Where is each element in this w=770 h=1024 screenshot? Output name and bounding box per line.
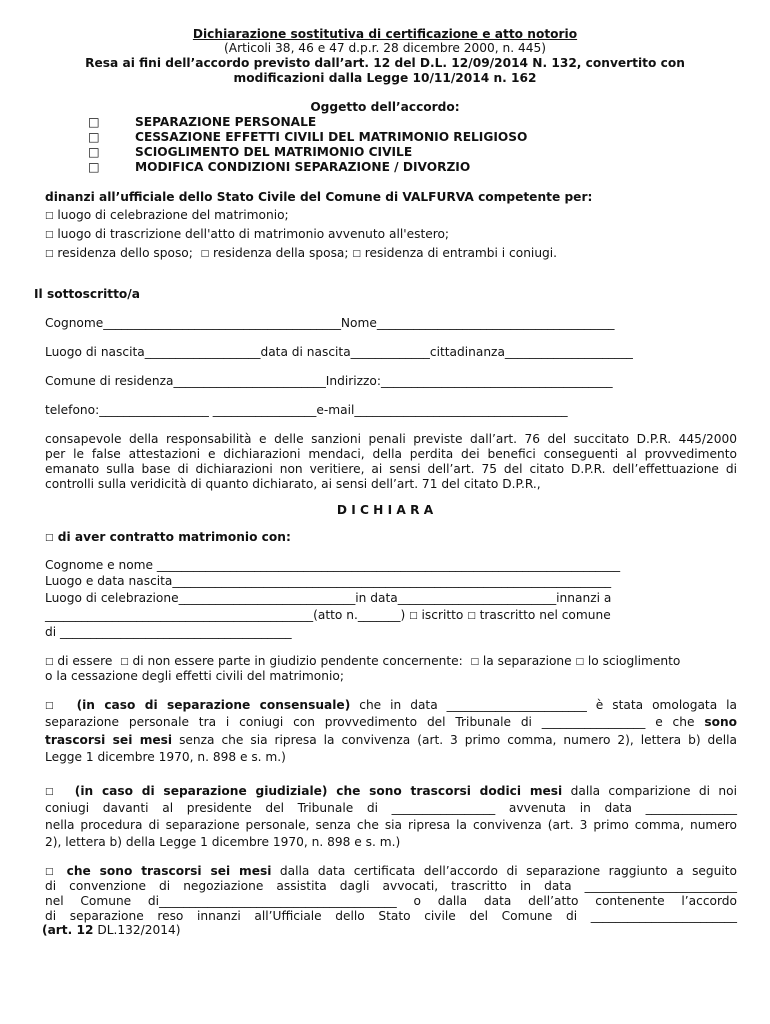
giudiziale-line-3: nella procedura di separazione personale, senza che sia ripresa la convivenza (art. 3 primo comma, numero: [45, 818, 737, 832]
competenza-line-1: [45, 208, 289, 224]
negoziazione-line-5: [42, 923, 181, 938]
contratto-label: di aver contratto matrimonio con:: [57, 530, 291, 544]
checkbox-luogo-celebrazione[interactable]: □: [45, 211, 54, 221]
consensuale-sono: sono: [704, 715, 738, 729]
negoziazione-decreto: DL.132/2014): [97, 923, 181, 937]
field-row-coniuge-nome[interactable]: Cognome e nome ____________________________________________________________________________: [45, 558, 621, 572]
oggetto-title: Oggetto dell’accordo:: [310, 100, 460, 114]
dichiara-title: D I C H I A R A: [336, 503, 434, 517]
label-separazione: la separazione: [482, 654, 572, 668]
consensuale-sei-mesi: trascorsi sei mesi: [45, 733, 173, 747]
negoziazione-articolo: (art. 12: [42, 923, 94, 937]
consapevole-line-4: controlli sulla veridicità di quanto dichiarato, ai sensi dell’art. 71 del citato D.P.R.,: [45, 477, 541, 491]
label-residenza-entrambi: residenza di entrambi i coniugi.: [364, 246, 558, 260]
giudiziale-text-1: dalla comparizione di noi: [570, 784, 737, 798]
label-trascritto: trascritto nel comune: [479, 608, 611, 622]
label-residenza-sposa: residenza della sposa;: [213, 246, 349, 260]
checkbox-residenza-sposo[interactable]: □: [45, 249, 54, 259]
oggetto-checkbox-1[interactable]: □: [88, 115, 100, 129]
checkbox-giudiziale[interactable]: □: [45, 787, 59, 797]
negoziazione-heading: che sono trascorsi sei mesi: [66, 864, 272, 878]
competenza-line-2: [45, 227, 449, 243]
checkbox-negoziazione[interactable]: □: [45, 867, 59, 877]
label-di-essere: di essere: [57, 654, 113, 668]
document-title: Dichiarazione sostitutiva di certificazione e atto notorio: [192, 27, 578, 41]
label-luogo-trascrizione: luogo di trascrizione dell'atto di matrimonio avvenuto all'estero;: [57, 227, 450, 241]
field-row-celebrazione[interactable]: Luogo di celebrazione_____________________________in data__________________________innanzi a: [45, 591, 612, 605]
consensuale-line-1: [45, 698, 737, 714]
label-scioglimento: lo scioglimento: [587, 654, 681, 668]
negoziazione-line-1: [45, 864, 737, 880]
contratto-line: [45, 530, 291, 546]
consapevole-line-3: emanato sulla base di dichiarazioni non veritiere, ai sensi dell’art. 75 del citato D.P.R. dell’effettuazione di: [45, 462, 737, 476]
competenza-title: dinanzi all’ufficiale dello Stato Civile del Comune di VALFURVA competente per:: [45, 190, 593, 204]
checkbox-scioglimento[interactable]: □: [575, 657, 585, 667]
oggetto-checkbox-3[interactable]: □: [88, 145, 100, 159]
consensuale-heading: (in caso di separazione consensuale): [76, 698, 351, 712]
consensuale-text-1[interactable]: che in data _______________________ è stata omologata la: [359, 698, 737, 712]
oggetto-checkbox-2[interactable]: □: [88, 130, 100, 144]
negoziazione-line-4[interactable]: di separazione reso innanzi all’Ufficiale dello Stato civile del Comune di ________________________: [45, 909, 737, 923]
consapevole-line-1: consapevole della responsabilità e delle sanzioni penali previste dall’art. 76 del succitato D.P.R. 445/2000: [45, 432, 737, 446]
giudiziale-heading: (in caso di separazione giudiziale) che sono trascorsi dodici mesi: [74, 784, 563, 798]
checkbox-iscritto[interactable]: □: [409, 611, 418, 621]
field-row-coniuge-nascita[interactable]: Luogo e data nascita________________________________________________________________________: [45, 574, 612, 588]
checkbox-trascritto[interactable]: □: [467, 611, 476, 621]
oggetto-option-3: SCIOGLIMENTO DEL MATRIMONIO CIVILE: [135, 145, 413, 159]
field-row-cognome-nome[interactable]: Cognome_______________________________________Nome_______________________________________: [45, 316, 615, 330]
purpose-line-1: Resa ai fini dell’accordo previsto dall’art. 12 del D.L. 12/09/2014 N. 132, convertito con: [85, 56, 685, 70]
checkbox-separazione[interactable]: □: [470, 657, 480, 667]
checkbox-consensuale[interactable]: □: [45, 701, 59, 711]
articles-reference: (Articoli 38, 46 e 47 d.p.r. 28 dicembre 2000, n. 445): [223, 41, 546, 55]
negoziazione-line-2[interactable]: di convenzione di negoziazione assistita dagli avvocati, trascritto in data _________________________: [45, 879, 737, 893]
checkbox-di-non-essere[interactable]: □: [120, 657, 129, 667]
sottoscritto-title: Il sottoscritto/a: [34, 287, 140, 301]
field-row-comune[interactable]: di ______________________________________: [45, 625, 292, 639]
giudiziale-line-1: [45, 784, 737, 800]
label-luogo-celebrazione: luogo di celebrazione del matrimonio;: [57, 208, 289, 222]
checkbox-residenza-entrambi[interactable]: □: [352, 249, 361, 259]
label-residenza-sposo: residenza dello sposo;: [57, 246, 193, 260]
giudiziale-line-4: 2), lettera b) della Legge 1 dicembre 1970, n. 898 e s. m.): [45, 835, 401, 849]
purpose-line-2: modificazioni dalla Legge 10/11/2014 n. 162: [233, 71, 537, 85]
checkbox-residenza-sposa[interactable]: □: [200, 249, 210, 259]
oggetto-option-2: CESSAZIONE EFFETTI CIVILI DEL MATRIMONIO RELIGIOSO: [135, 130, 528, 144]
label-di-non-essere: di non essere parte in giudizio pendente concernente:: [132, 654, 463, 668]
negoziazione-line-3[interactable]: nel Comune di_______________________________________ o dalla data dell’atto contenente l’accordo: [45, 894, 737, 908]
field-row-nascita[interactable]: Luogo di nascita___________________data di nascita_____________cittadinanza_____________________: [45, 345, 633, 359]
consensuale-text-2[interactable]: separazione personale tra i coniugi con provvedimento del Tribunale di _________________ e che: [45, 715, 695, 729]
label-iscritto: iscritto: [421, 608, 464, 622]
giudizio-line-1: [45, 654, 680, 670]
negoziazione-text-1: dalla data certificata dell’accordo di separazione raggiunto a seguito: [279, 864, 737, 878]
consensuale-line-3: [45, 733, 737, 748]
atto-blank[interactable]: ____________________________________________(atto n._______): [45, 608, 406, 622]
field-row-residenza[interactable]: Comune di residenza_________________________Indirizzo:______________________________________: [45, 374, 613, 388]
oggetto-option-4: MODIFICA CONDIZIONI SEPARAZIONE / DIVORZIO: [135, 160, 471, 174]
oggetto-checkbox-4[interactable]: □: [88, 160, 100, 174]
competenza-line-3: [45, 246, 557, 262]
checkbox-contratto[interactable]: □: [45, 533, 54, 543]
field-row-atto[interactable]: [45, 608, 611, 624]
giudizio-line-2: o la cessazione degli effetti civili del matrimonio;: [45, 669, 344, 683]
consensuale-line-4: Legge 1 dicembre 1970, n. 898 e s. m.): [45, 750, 286, 764]
consensuale-line-2: [45, 715, 737, 730]
consapevole-line-2: per le false attestazioni e dichiarazioni mendaci, della perdita dei benefici conseguenti al provvedimento: [45, 447, 737, 461]
checkbox-di-essere[interactable]: □: [45, 657, 54, 667]
checkbox-luogo-trascrizione[interactable]: □: [45, 230, 54, 240]
giudiziale-line-2[interactable]: coniugi davanti al presidente del Tribunale di _________________ avvenuta in data _______________: [45, 801, 737, 815]
consensuale-text-3: senza che sia ripresa la convivenza (art. 3 primo comma, numero 2), lettera b) della: [179, 733, 738, 747]
field-row-contatti[interactable]: telefono:__________________ _________________e-mail___________________________________: [45, 403, 568, 417]
oggetto-option-1: SEPARAZIONE PERSONALE: [135, 115, 317, 129]
